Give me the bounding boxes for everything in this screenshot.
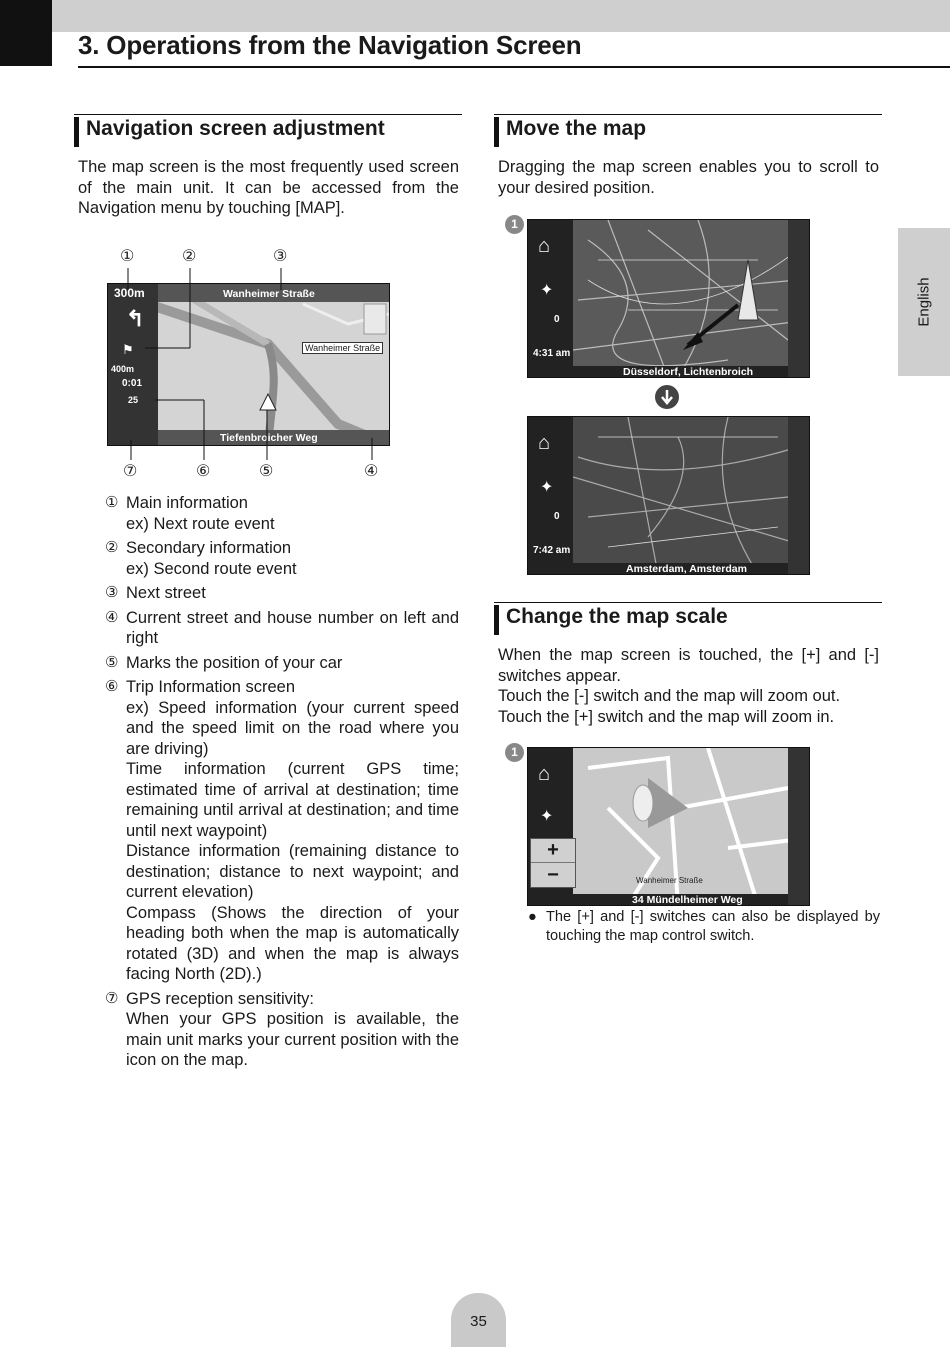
- callout-leader-lines: [100, 260, 400, 470]
- legend-line: When your GPS position is available, the main unit marks your current position with the icon on the map.: [126, 1010, 459, 1069]
- nav-intro-text: The map screen is the most frequently used screen of the main unit. It can be accessed from the Navigation menu by touching [MAP].: [78, 158, 459, 217]
- legend-line: ex) Second route event: [126, 559, 297, 578]
- legend-line: Main information: [126, 494, 248, 512]
- page-number: 35: [470, 1313, 487, 1330]
- heading-text: Navigation screen adjustment: [86, 117, 385, 140]
- note-bullet: ●: [528, 909, 537, 925]
- language-tab-label: English: [915, 277, 933, 327]
- legend-num: ⑥: [105, 678, 119, 695]
- step-marker: 1: [505, 743, 524, 762]
- trip-time: 0:01: [122, 378, 143, 389]
- map-location: Amsterdam, Amsterdam: [626, 563, 747, 575]
- main-distance: 300m: [114, 286, 145, 300]
- legend-item-6: [105, 677, 459, 985]
- heading-bar: [494, 117, 499, 147]
- section-heading-move-map: [494, 114, 882, 149]
- gps-satellite-icon: ✦: [540, 282, 554, 299]
- secondary-distance: 400m: [111, 364, 135, 374]
- move-map-text: Dragging the map screen enables you to scroll to your desired position.: [498, 158, 879, 197]
- legend-line: Compass (Shows the direction of your heading both when the map is automatically rotated (3D) and when the map is always facing North (2D).): [126, 903, 459, 983]
- gps-satellite-icon: ✦: [540, 479, 554, 496]
- legend-item-4: [105, 608, 459, 649]
- trip-speed: 25: [128, 395, 139, 405]
- heading-text: Move the map: [506, 117, 647, 140]
- legend-item-5: [105, 653, 459, 674]
- next-street-label: Wanheimer Straße: [223, 288, 315, 300]
- legend-item-3: [105, 583, 459, 604]
- legend-line: ex) Next route event: [126, 514, 275, 533]
- legend-line: Distance information (remaining distance to destination; distance to next waypoint; and current elevation): [126, 842, 459, 901]
- map-speed: 0: [554, 511, 560, 522]
- map-clock: 7:42 am: [533, 545, 571, 556]
- map-figure-amsterdam: [527, 416, 810, 575]
- current-street-label: Tiefenbroicher Weg: [220, 432, 318, 444]
- legend-line: Next street: [126, 584, 206, 602]
- legend-line: Trip Information screen: [126, 678, 296, 696]
- zoom-controls: [530, 838, 576, 888]
- legend-num: ②: [105, 539, 119, 556]
- section-heading-nav-adjust: [74, 114, 462, 149]
- legend-line: Secondary information: [126, 539, 292, 557]
- callout-5: ⑤: [259, 463, 274, 480]
- zoom-out-button[interactable]: −: [547, 864, 559, 886]
- heading-bar: [74, 117, 79, 147]
- legend-num: ⑤: [105, 653, 119, 671]
- gps-satellite-icon: ✦: [540, 808, 554, 825]
- language-tab: [898, 228, 950, 376]
- checkered-flag-icon: ⚑: [122, 342, 134, 357]
- map-speed: 0: [554, 314, 560, 325]
- arrow-down-icon: [655, 385, 679, 409]
- map-figure-zoom: [527, 747, 810, 906]
- chapter-marker-block: [0, 0, 52, 66]
- legend-list: [105, 493, 459, 1071]
- callout-2: ②: [182, 248, 197, 265]
- zoom-note: [528, 908, 880, 946]
- legend-line: Current street and house number on left and right: [126, 608, 459, 647]
- callout-6: ⑥: [196, 463, 211, 480]
- map-street-small: Wanheimer Straße: [636, 876, 703, 885]
- callout-1: ①: [120, 248, 135, 265]
- callout-4: ④: [364, 463, 379, 480]
- section-heading-map-scale: [494, 602, 882, 637]
- map-location: Düsseldorf, Lichtenbroich: [623, 366, 754, 378]
- legend-line: Marks the position of your car: [126, 653, 343, 672]
- zoom-in-button[interactable]: +: [531, 839, 575, 863]
- legend-line: GPS reception sensitivity:: [126, 989, 314, 1008]
- heading-text: Change the map scale: [506, 605, 728, 628]
- callout-7: ⑦: [123, 463, 138, 480]
- legend-item-1: [105, 493, 459, 534]
- legend-num: ①: [105, 494, 119, 511]
- legend-item-7: [105, 989, 459, 1071]
- legend-line: ex) Speed information (your current speed and the speed limit on the road where you are driving): [126, 698, 459, 758]
- map-scale-text-2: Touch the [-] switch and the map will zoom out.: [498, 687, 841, 705]
- map-figure-dusseldorf: [527, 219, 810, 378]
- home-icon[interactable]: ⌂: [538, 235, 551, 257]
- street-name-tag: Wanheimer Straße: [302, 342, 383, 354]
- arrow-down-glyph: [655, 385, 679, 409]
- note-text: The [+] and [-] switches can also be displayed by touching the map control switch.: [546, 909, 880, 944]
- home-icon[interactable]: ⌂: [538, 432, 551, 454]
- map-current-street: 34 Mündelheimer Weg: [632, 894, 743, 906]
- header-bar: [52, 0, 950, 32]
- chapter-rule: [78, 66, 950, 68]
- map-scale-text-3: Touch the [+] switch and the map will zoom in.: [498, 707, 835, 726]
- home-icon[interactable]: ⌂: [538, 763, 551, 785]
- map-scale-text-1: When the map screen is touched, the [+] and [-] switches appear.: [498, 646, 879, 685]
- legend-line: Time information (current GPS time; estimated time of arrival at destination; time remaining until arrival at destination; and time until next waypoint): [126, 760, 459, 840]
- page-number-tab: [451, 1293, 506, 1347]
- turn-left-icon: ↰: [126, 306, 145, 331]
- legend-item-2: [105, 538, 459, 579]
- callout-3: ③: [273, 248, 288, 265]
- legend-num: ⑦: [105, 989, 119, 1007]
- chapter-title: 3. Operations from the Navigation Screen: [78, 30, 582, 60]
- step-marker: 1: [505, 215, 524, 234]
- map-scale-text: [498, 645, 879, 727]
- map-clock: 4:31 am: [533, 348, 571, 359]
- legend-num: ③: [105, 584, 119, 601]
- heading-bar: [494, 605, 499, 635]
- legend-num: ④: [105, 608, 119, 626]
